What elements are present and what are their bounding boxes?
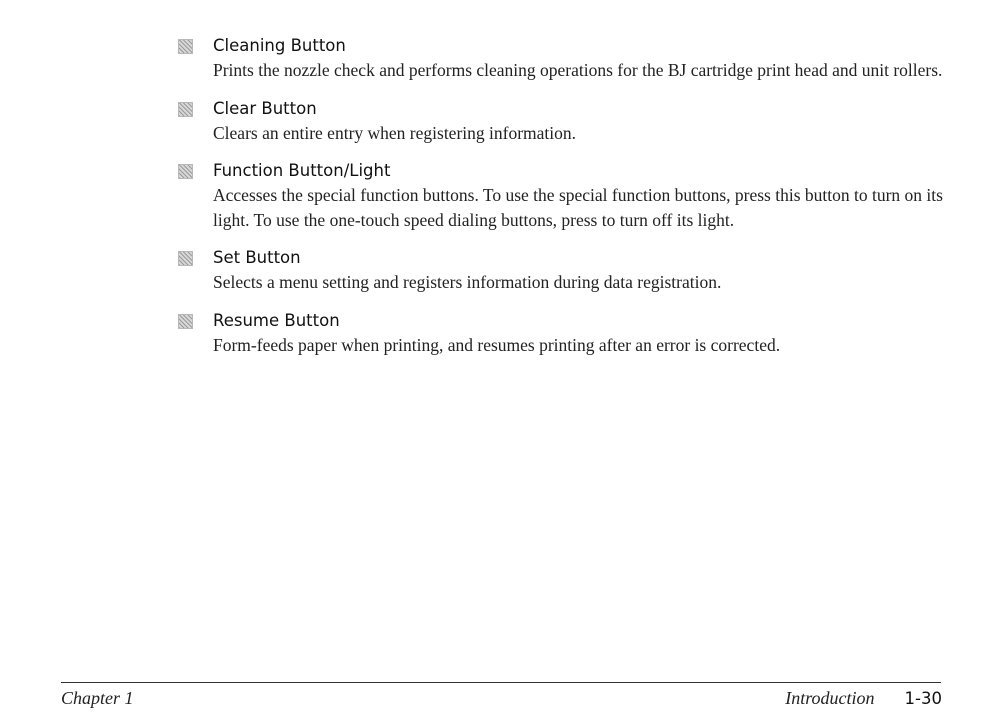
bullet-square-icon bbox=[178, 314, 193, 329]
entry-description: Accesses the special function buttons. To use the special function buttons, press this button to turn on its light. To use the one-touch speed dialing buttons, press to turn off its light. bbox=[213, 185, 943, 230]
footer-divider bbox=[61, 682, 941, 683]
bullet-square-icon bbox=[178, 251, 193, 266]
entry-description: Prints the nozzle check and performs cleaning operations for the BJ cartridge print head and unit rollers. bbox=[213, 60, 943, 80]
footer-section-label: Introduction bbox=[785, 688, 875, 708]
button-descriptions-list bbox=[178, 34, 948, 371]
entry-clear-button bbox=[178, 97, 948, 146]
bullet-square-icon bbox=[178, 164, 193, 179]
footer-page-number: 1-30 bbox=[904, 689, 942, 708]
footer-chapter-label: Chapter 1 bbox=[61, 688, 134, 708]
entry-cleaning-button bbox=[178, 34, 948, 83]
footer-section-page bbox=[785, 686, 942, 711]
entry-function-button-light bbox=[178, 159, 948, 232]
entry-description: Clears an entire entry when registering information. bbox=[213, 122, 577, 143]
entry-title: Function Button/Light bbox=[213, 161, 391, 180]
entry-title: Clear Button bbox=[213, 98, 317, 118]
bullet-square-icon bbox=[178, 39, 193, 54]
entry-title: Resume Button bbox=[213, 310, 340, 330]
entry-description: Selects a menu setting and registers information during data registration. bbox=[213, 272, 722, 292]
entry-title: Set Button bbox=[213, 248, 301, 267]
entry-title: Cleaning Button bbox=[213, 36, 346, 55]
entry-resume-button bbox=[178, 309, 948, 358]
bullet-square-icon bbox=[178, 102, 193, 117]
entry-description: Form-feeds paper when printing, and resumes printing after an error is corrected. bbox=[213, 334, 781, 355]
entry-set-button bbox=[178, 246, 948, 295]
